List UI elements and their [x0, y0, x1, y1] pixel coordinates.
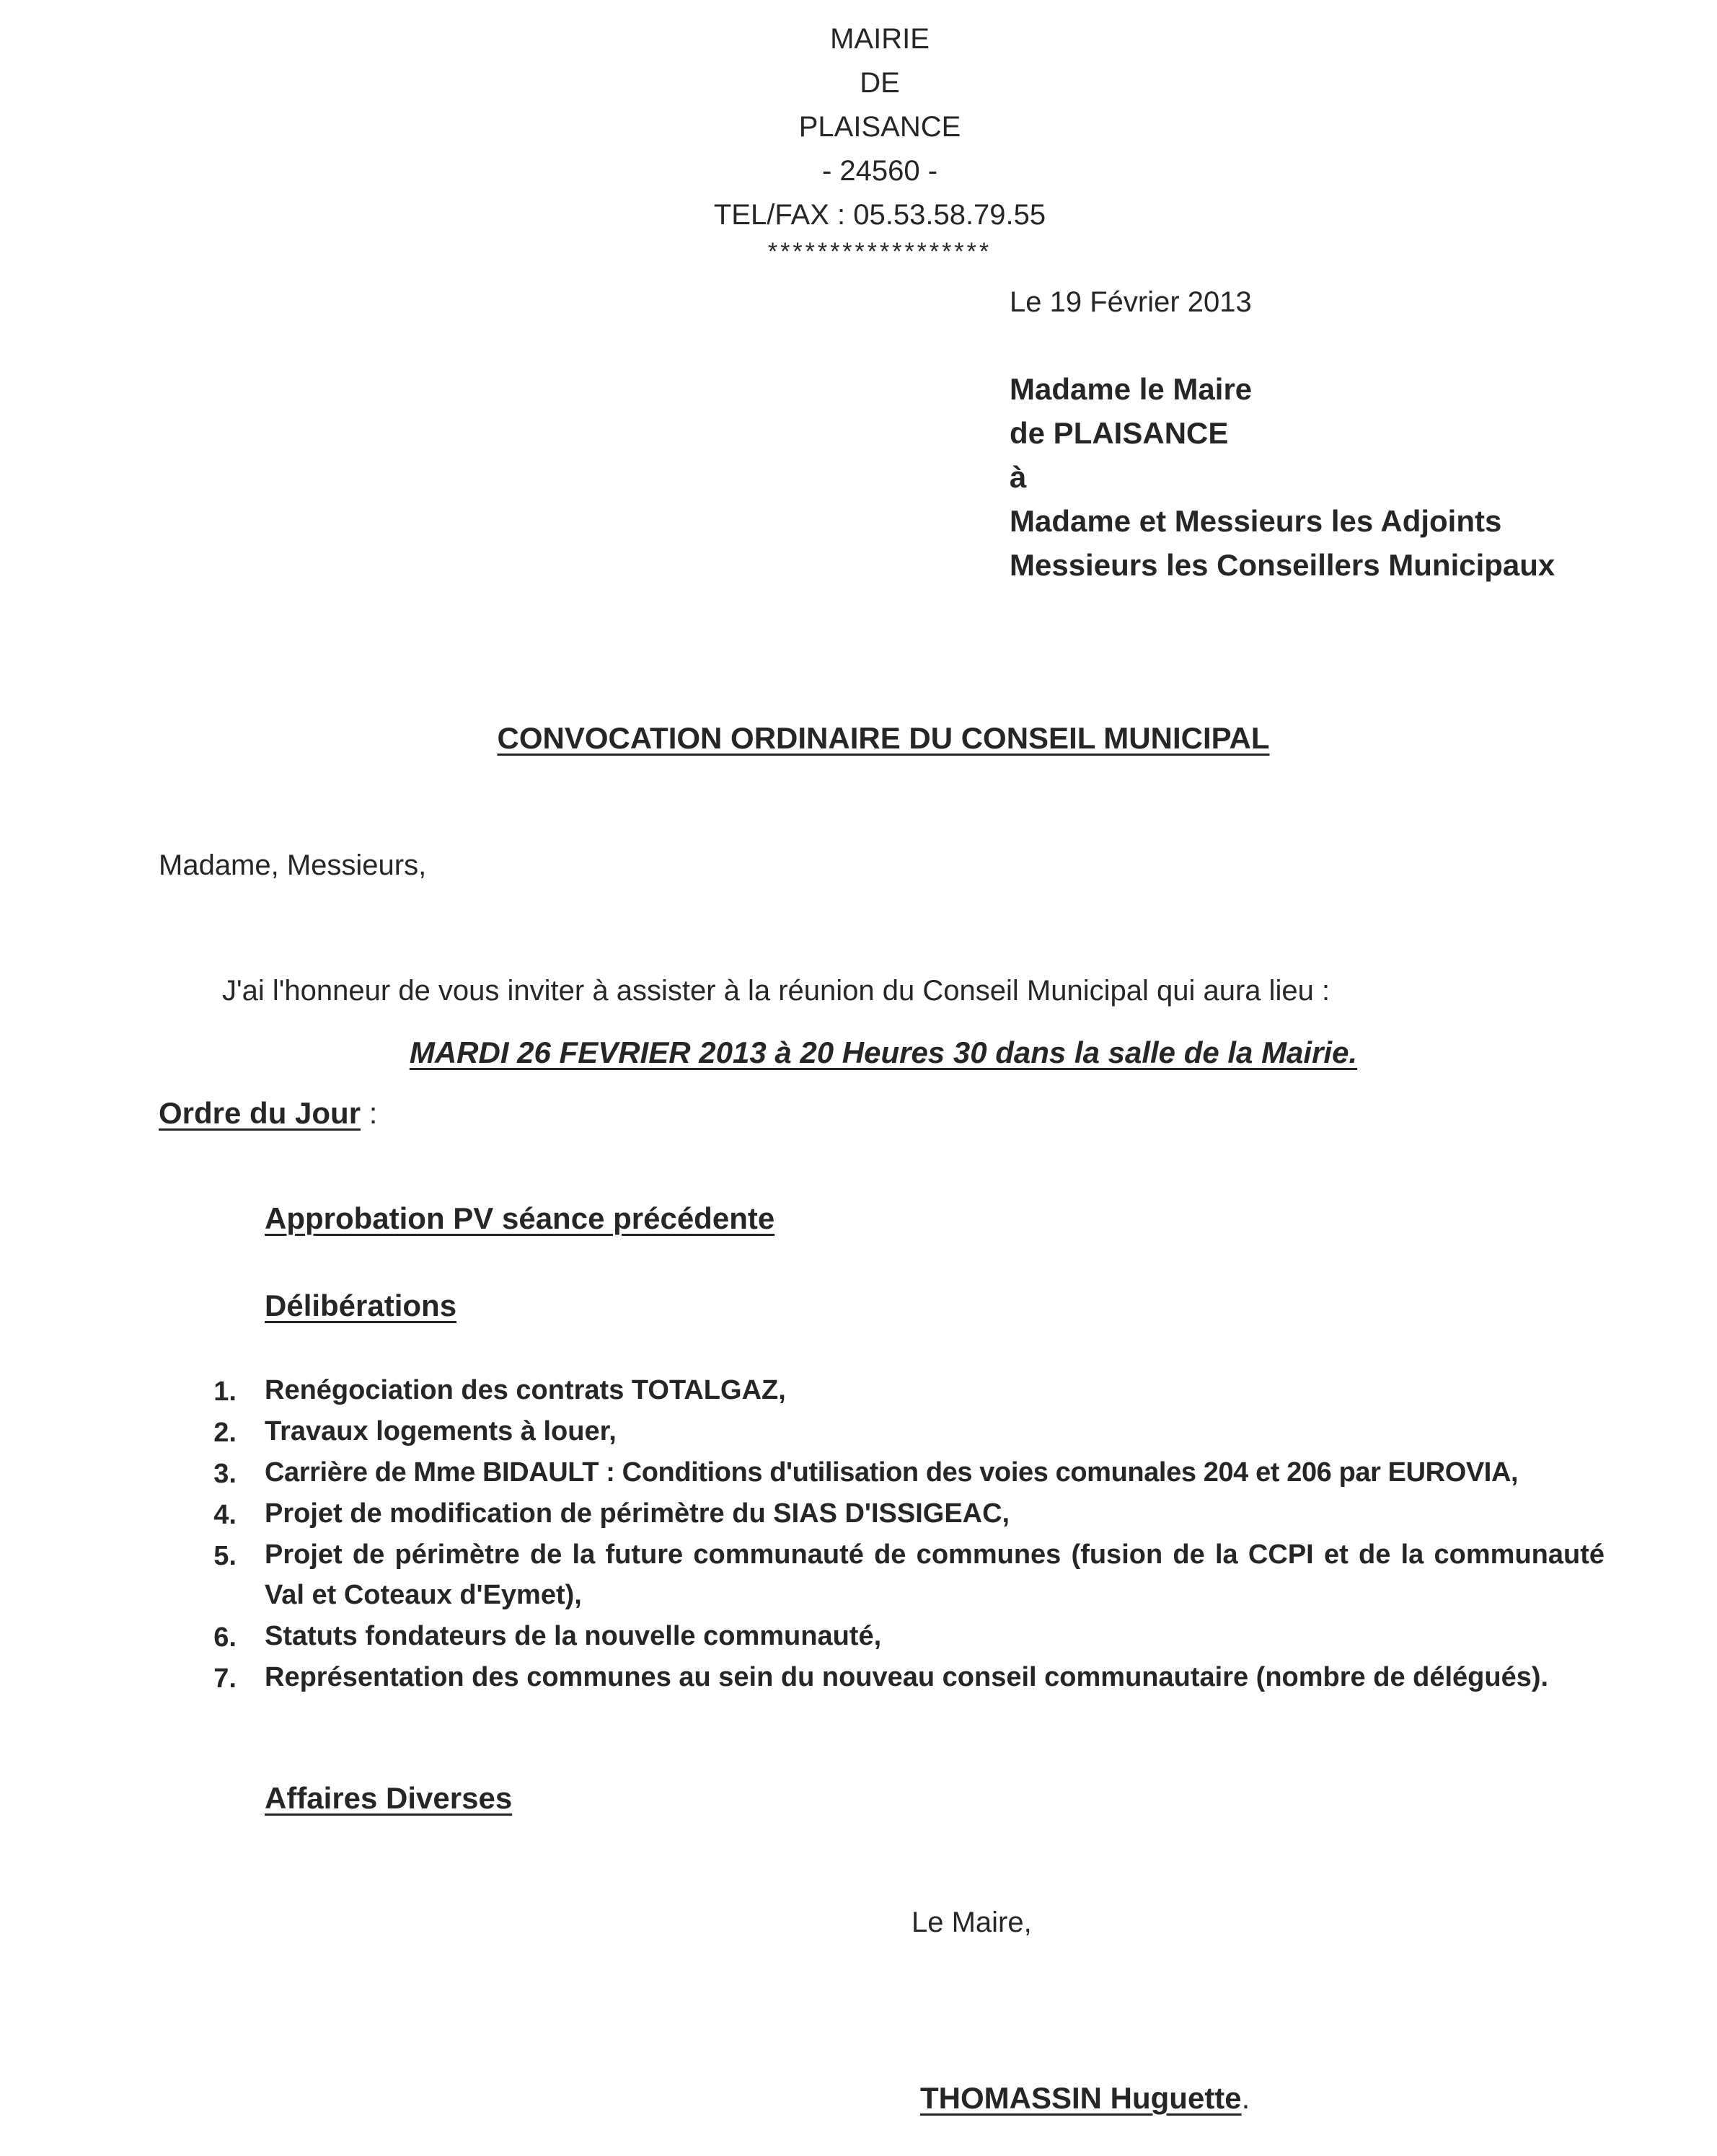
meeting-datetime: MARDI 26 FEVRIER 2013 à 20 Heures 30 dans la salle de la Mairie.: [409, 1035, 1358, 1069]
list-item: Projet de périmètre de la future communauté de communes (fusion de la CCPI et de la communauté Val et Coteaux d'Eymet),: [265, 1539, 1605, 1610]
list-item: Carrière de Mme BIDAULT : Conditions d'utilisation des voies comunales 204 et 206 par EUROVIA,: [265, 1457, 1519, 1488]
signature-block: [920, 2081, 1250, 2116]
signature-role: Le Maire,: [912, 1907, 1032, 1938]
agenda-label: Ordre du Jour: [159, 1096, 361, 1130]
header-mairie: MAIRIE: [830, 23, 930, 55]
recipient-line-1: Madame et Messieurs les Adjoints: [1010, 504, 1502, 538]
header-separator: ******************: [767, 238, 992, 265]
list-item: Statuts fondateurs de la nouvelle communauté,: [265, 1621, 882, 1651]
list-item-number: 4.: [213, 1500, 237, 1530]
list-item: Représentation des communes au sein du nouveau conseil communautaire (nombre de délégués).: [265, 1662, 1549, 1692]
sender-line-1: Madame le Maire: [1010, 372, 1253, 406]
address-to-word: à: [1010, 460, 1027, 494]
signatory-name-suffix: .: [1241, 2081, 1250, 2115]
agenda-heading: [159, 1096, 377, 1131]
list-item: Renégociation des contrats TOTALGAZ,: [265, 1375, 786, 1405]
agenda-misc: Affaires Diverses: [265, 1781, 513, 1815]
header-postal-code: - 24560 -: [821, 155, 938, 187]
list-item-number: 2.: [213, 1418, 237, 1448]
recipient-line-2: Messieurs les Conseillers Municipaux: [1010, 548, 1555, 582]
list-item: Travaux logements à louer,: [265, 1416, 617, 1446]
signatory-name: THOMASSIN Huguette: [920, 2081, 1242, 2115]
salutation: Madame, Messieurs,: [159, 849, 427, 881]
list-item-number: 7.: [213, 1664, 237, 1694]
redacted-area: [804, 1940, 1132, 2062]
agenda-label-suffix: :: [361, 1096, 378, 1130]
agenda-deliberations: Délibérations: [265, 1289, 457, 1322]
document-title: CONVOCATION ORDINAIRE DU CONSEIL MUNICIPAL: [497, 721, 1270, 755]
header-de: DE: [860, 67, 900, 99]
list-item-number: 5.: [213, 1541, 237, 1571]
header-phone: TEL/FAX : 05.53.58.79.55: [713, 199, 1046, 231]
letter-date: Le 19 Février 2013: [1010, 286, 1252, 318]
list-item-number: 1.: [213, 1377, 237, 1407]
list-item-number: 6.: [213, 1622, 237, 1653]
invitation-text: J'ai l'honneur de vous inviter à assister à la réunion du Conseil Municipal qui aura lieu :: [222, 975, 1330, 1007]
agenda-approval: Approbation PV séance précédente: [265, 1201, 775, 1235]
redacted-area: [1269, 1817, 1572, 2055]
list-item-number: 3.: [213, 1459, 237, 1489]
header-town: PLAISANCE: [798, 111, 961, 143]
sender-line-2: de PLAISANCE: [1010, 416, 1229, 450]
list-item: Projet de modification de périmètre du SIAS D'ISSIGEAC,: [265, 1498, 1010, 1529]
